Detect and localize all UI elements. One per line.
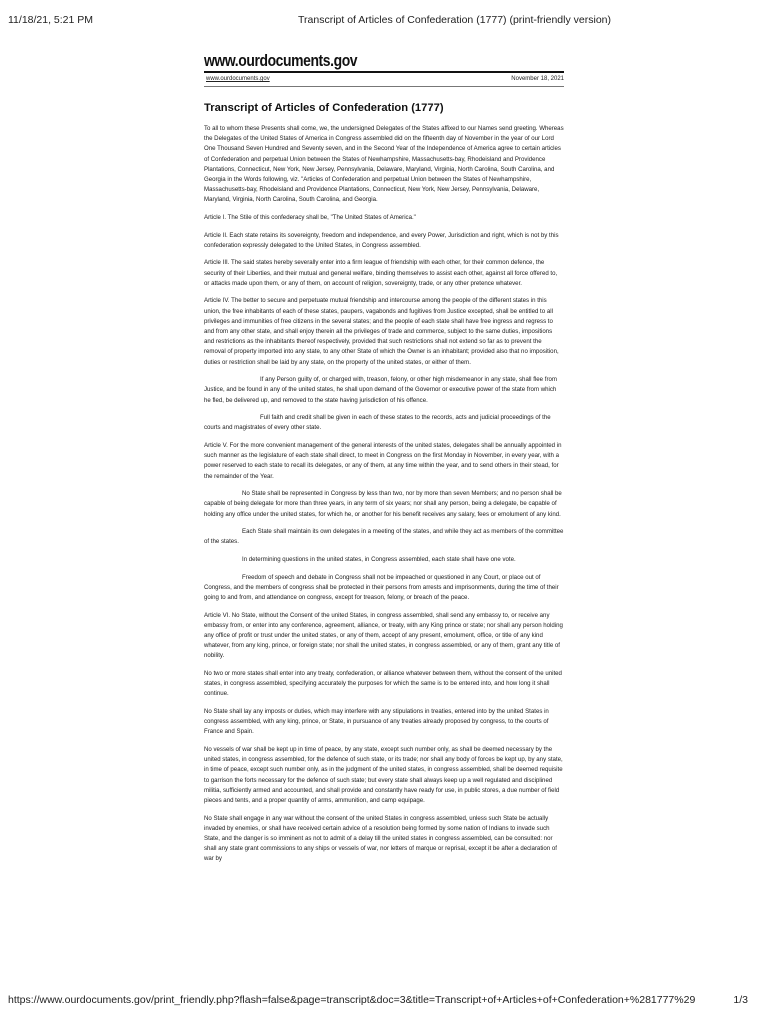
document-paragraph: No two or more states shall enter into any treaty, confederation, or alliance whatever between them, without the consent of the united states, in congress assembled, specifying accurately the purposes for which the same is to be entered into, and how long it shall continue. (204, 670, 562, 698)
document-paragraph: Article VI. No State, without the Consent of the united States, in congress assembled, shall send any embassy to, or receive any embassy from, or enter into any conference, agreement, alliance, or treaty, with any King prince or state; nor shall any person holding any office of profit or trust under the united states, or any of them, accept of any present, emolument, office, or title of any kind whatever, from any king, prince, or foreign state; nor shall the united states, in congress assembled, or any of them, grant any title of nobility. (204, 611, 563, 660)
print-footer (8, 994, 760, 1008)
site-logo[interactable]: www.ourdocuments.gov (204, 51, 358, 70)
document-paragraph: No vessels of war shall be kept up in time of peace, by any state, except such number only, as shall be deemed necessary by the united states, in congress assembled, for the defence of such state, or its trade; nor shall any body of forces be kept up, by any state, in time of peace, except such number only, as in the judgment of the united states, in congress assembled, shall be deemed requisite to garrison the forts necessary for the defence of such state; but every state shall always keep up a well regulated and disciplined militia, sufficiently armed and accounted, and shall provide and constantly have ready for use, in public stores, a due number of field pieces and tents, and a proper quantity of arms, ammunition, and camp equipage. (204, 746, 563, 805)
print-header (8, 14, 760, 28)
document-paragraph: Freedom of speech and debate in Congress shall not be impeached or questioned in any Court, or place out of Congress, and the members of congress shall be protected in their persons from arrests and imprisonments, during the time of their going to and from, and attendance on congress, except for treason, felony, or breach of the peace. (204, 573, 559, 602)
print-date: November 18, 2021 (511, 76, 564, 82)
document-title: Transcript of Articles of Confederation (1777) (204, 102, 444, 114)
site-subheader (204, 74, 564, 85)
document-paragraph: No State shall lay any imposts or duties, which may interfere with any stipulations in treaties, entered into by the united States in congress assembled, with any king, prince, or State, in pursuance of any treaties already proposed by congress, to the courts of France and Spain. (204, 708, 549, 736)
document-paragraph: Article II. Each state retains its sovereignty, freedom and independence, and every Power, Jurisdiction and right, which is not by this confederation expressly delegated to the United States, in Congress assembled. (204, 231, 559, 249)
document-paragraph: No State shall be represented in Congress by less than two, nor by more than seven Members; and no person shall be capable of being delegate for more than three years, in any term of six years; nor shall any person, being a delegate, be capable of holding any office under the united states, for which he, or another for his benefit receives any salary, fees or emolument of any kind. (204, 490, 562, 518)
document-paragraph: Article I. The Stile of this confederacy shall be, "The United States of America." (204, 214, 416, 222)
print-page-title: Transcript of Articles of Confederation (1777) (print-friendly version) (298, 14, 611, 26)
print-footer-url: https://www.ourdocuments.gov/print_friendly.php?flash=false&page=transcript&doc=3&title=Transcript+of+Articles+of+Confederation+%281777%29 (8, 994, 696, 1006)
document-paragraph: In determining questions in the united states, in Congress assembled, each state shall have one vote. (242, 556, 516, 564)
document-paragraph: If any Person guilty of, or charged with, treason, felony, or other high misdemeanor in any state, shall flee from Justice, and be found in any of the united states, he shall upon demand of the Governor or executive power of the state from which he fled, be delivered up, and removed to the state having jurisdiction of his offence. (204, 376, 557, 404)
document-paragraph: Article IV. The better to secure and perpetuate mutual friendship and intercourse among the people of the different states in this union, the free inhabitants of each of these states, paupers, vagabonds and fugitives from Justice excepted, shall be entitled to all privileges and immunities of free citizens in the several states; and the people of each state shall have free ingress and regress to and from any other state, and shall enjoy therein all the privileges of trade and commerce, subject to the same duties, impositions and restrictions as the inhabitants thereof respectively, provided that such restrictions shall not extend so far as to prevent the removal of property imported into any state, to any other State of which the Owner is an inhabitant; provided also that no imposition, duties or restriction shall be laid by any state, on the property of the united states, or either of them. (204, 297, 559, 366)
document-paragraph: No State shall engage in any war without the consent of the united States in congress assembled, unless such State be actually invaded by enemies, or shall have received certain advice of a resolution being formed by some nation of Indians to invade such State, and the danger is so imminent as not to admit of a delay till the united states in congress assembled, can be consulted: nor shall any state grant commissions to any ships or vessels of war, nor letters of marque or reprisal, except it be after a declaration of war by (204, 814, 557, 863)
document-body (204, 124, 564, 865)
header-rule (204, 71, 564, 73)
document-paragraph: Full faith and credit shall be given in each of these states to the records, acts and judicial proceedings of the courts and magistrates of every other state. (204, 414, 551, 432)
site-link[interactable]: www.ourdocuments.gov (206, 76, 270, 82)
page-number: 1/3 (733, 994, 748, 1006)
document-paragraph: Each State shall maintain its own delegates in a meeting of the states, and while they act as members of the committee of the states. (204, 528, 564, 546)
document-paragraph: To all to whom these Presents shall come, we, the undersigned Delegates of the States affixed to our Names send greeting. Whereas the Delegates of the United States of America in Congress assembled did on the fifteenth day of November in the year of our Lord One Thousand Seven Hundred and Seventy seven, and in the Second Year of the Independence of America agree to certain articles of Confederation and perpetual Union between the States of Newhampshire, Massachusetts-bay, Rhodeisland and Providence Plantations, Connecticut, New York, New Jersey, Pennsylvania, Delaware, Maryland, Virginia, North Carolina, South Carolina, and Georgia in the Words following, viz. "Articles of Confederation and perpetual Union between the States of Newhampshire, Massachusetts-bay, Rhodeisland and Providence Plantations, Connecticut, New York, New Jersey, Pennsylvania, Delaware, Maryland, Virginia, North Carolina, South Carolina, and Georgia. (204, 125, 564, 204)
document-paragraph: Article III. The said states hereby severally enter into a firm league of friendship with each other, for their common defence, the security of their Liberties, and their mutual and general welfare, binding themselves to assist each other, against all force offered to, or attacks made upon them, or any of them, on account of religion, sovereignty, trade, or any other pretence whatever. (204, 259, 558, 287)
subheader-rule (204, 86, 564, 87)
document-paragraph: Article V. For the more convenient management of the general interests of the united states, delegates shall be annually appointed in such manner as the legislature of each state shall direct, to meet in Congress on the first Monday in November, in every year, with a power reserved to each state to recall its delegates, or any of them, at any time within the year, and to send others in their stead, for the remainder of the Year. (204, 442, 562, 480)
document-page (204, 52, 564, 872)
print-timestamp: 11/18/21, 5:21 PM (8, 14, 94, 26)
